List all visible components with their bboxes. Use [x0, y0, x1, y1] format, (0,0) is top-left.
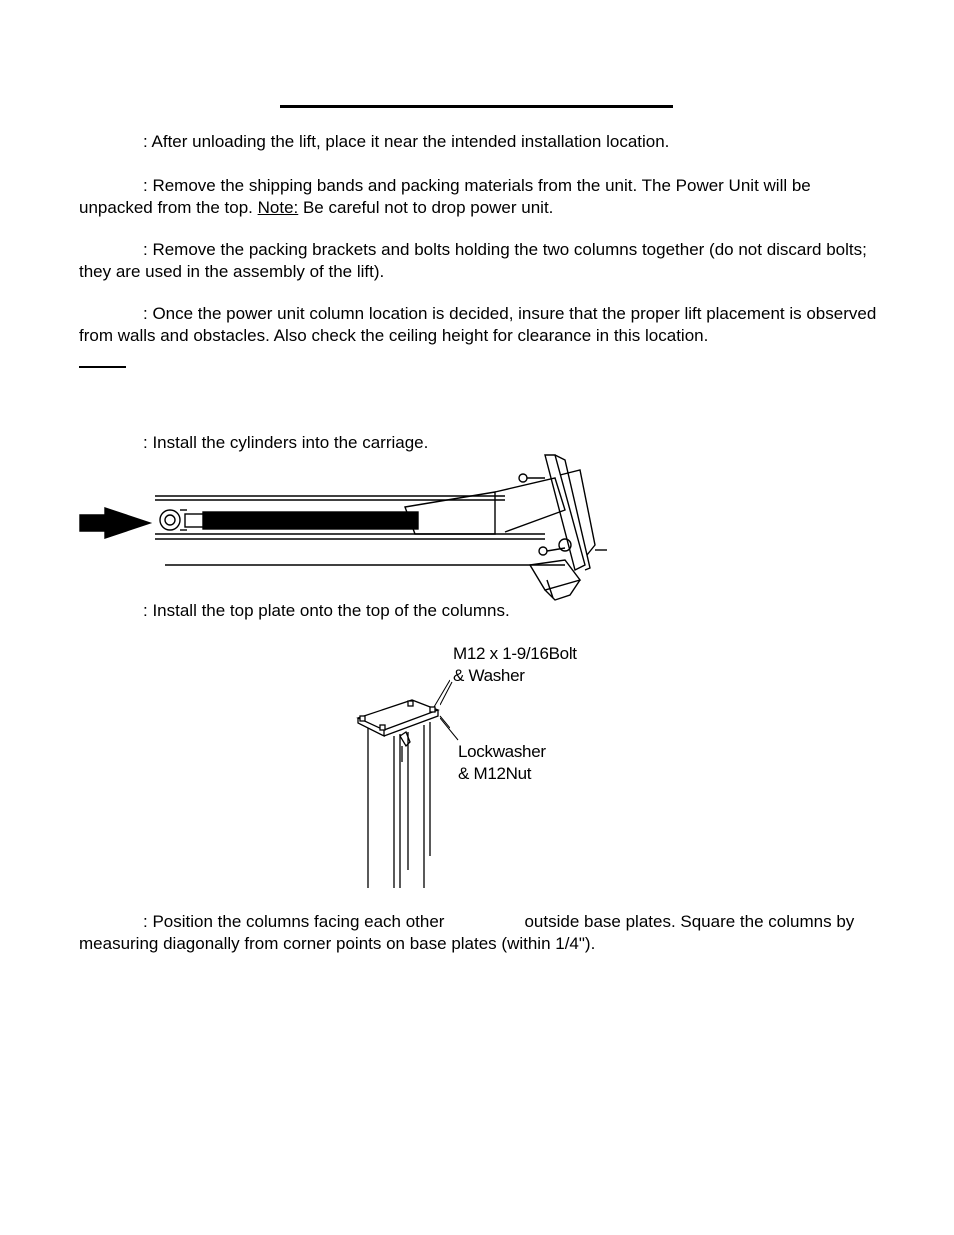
arrow-icon: [80, 508, 150, 538]
cylinder-carriage-diagram: [75, 450, 615, 605]
step-3-text: : Remove the packing brackets and bolts holding the two columns together (do not discard bolts; they are used in the assembly of the lift).: [79, 240, 867, 281]
note-rule: [79, 366, 126, 368]
step-1-text: : After unloading the lift, place it near the intended installation location.: [143, 132, 670, 151]
note-label: Note:: [257, 197, 299, 217]
top-plate-diagram: [350, 670, 450, 892]
step-5-text: : Install the cylinders into the carriage.: [143, 433, 429, 452]
step-6-text: : Install the top plate onto the top of the columns.: [143, 601, 510, 620]
nut-label: Lockwasher & M12Nut: [458, 742, 546, 783]
title-rule: [280, 105, 673, 108]
step-7-text: : Position the columns facing each other outside base plates. Square the columns by measuring diagonally from corner points on base plates (within 1/4").: [79, 912, 855, 953]
step-4-text: : Once the power unit column location is decided, insure that the proper lift placement is observed from walls and obstacles. Also check the ceiling height for clearance in this location.: [79, 304, 877, 345]
step-2-text: : Remove the shipping bands and packing materials from the unit. The Power Unit will be unpacked from the top. Note: Be careful not to drop power unit.: [79, 176, 811, 217]
bolt-label: M12 x 1-9/16Bolt & Washer: [453, 644, 577, 685]
